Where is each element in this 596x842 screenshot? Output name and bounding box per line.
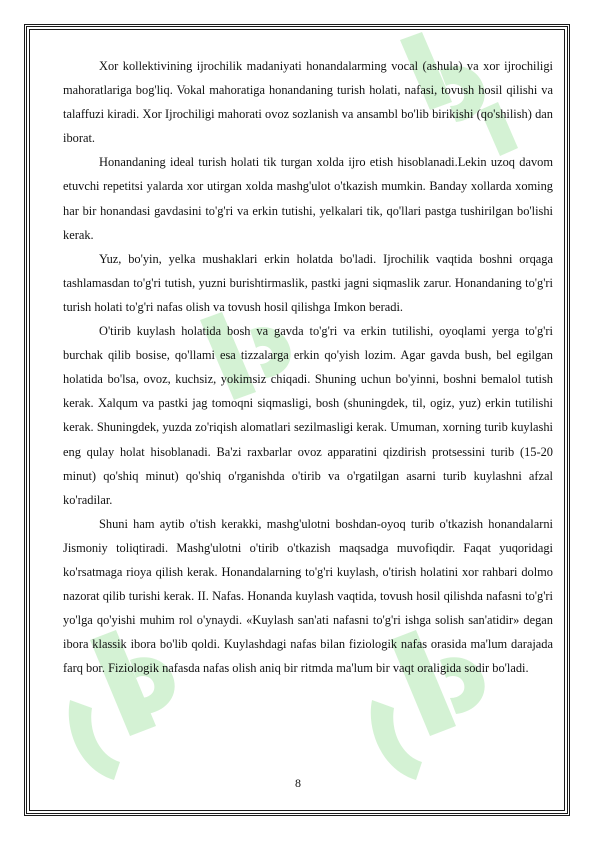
- paragraph-2: Honandaning ideal turish holati tik turgan xolda ijro etish hisoblanadi.Lekin uzoq davom etuvchi repetitsi yalarda xor utirgan xolda mashg'ulot o'tkazish mumkin. Banday xollarda xoming har bir honandasi gavdasini to'g'ri va erkin tutishi, yelkalari tik, qo'llari pastga tushirilgan bo'lishi kerak.: [63, 155, 553, 242]
- page-number: 8: [295, 776, 301, 790]
- paragraph-1: Xor kollektivining ijrochilik madaniyati honandalarming vocal (ashula) va xor ijrochiligi mahoratlariga bog'liq. Vokal mahoratiga honandaning turish holati, nafasi, tovush hosil qilishi va talaffuzi kiradi. Xor Ijrochiligi mahorati ovoz sozlanish va ansambl bo'lib birikishi (qo'shilish) dan iborat.: [63, 59, 553, 146]
- paragraph-3: Yuz, bo'yin, yelka mushaklari erkin holatda bo'ladi. Ijrochilik vaqtida boshni orqaga tashlamasdan to'g'ri tutish, yuzni burishtirmaslik, pastki jagni siqmaslik zarur. Honandaning to'g'ri turish holati to'g'ri nafas olish va tovush hosil qilishga Imkon beradi.: [63, 251, 553, 314]
- paragraph-5: Shuni ham aytib o'tish kerakki, mashg'ulotni boshdan-oyoq turib o'tkazish honandalarni Jismoniy toliqtiradi. Mashg'ulotni o'tirib o'tkazish maqsadga muvofiqdir. Faqat yuqoridagi ko'rsatmaga rioya qilish kerak. Honandalarning to'g'ri kuylash, o'tirish holatini xor rahbari dolmo nazorat qilib turishi kerak. II. Nafas. Honanda kuylash vaqtida, tovush hosil qilishda nafasni to'g'ri yo'lga qo'yishi muhim rol o'ynaydi. «Kuylash san'ati nafasni to'g'ri ishga solish san'atidir» degan ibora klassik ibora bo'lib qoldi. Kuylashdagi nafas bilan fiziologik nafas orasida ma'lum darajada farq bor. Fiziologik nafasda nafas olish aniq bir ritmda ma'lum bir vaqt oraligida sodir bo'ladi.: [63, 516, 553, 676]
- paragraph-4: O'tirib kuylash holatida bosh va gavda to'g'ri va erkin tutilishi, oyoqlami yerga to'g'ri burchak qilib bosise, qo'llami esa tizzalarga erkin qo'yish lozim. Agar gavda bush, bel egilgan holatida bo'lsa, ovoz, kuchsiz, yokimsiz chiqadi. Shuning uchun bo'yinni, boshni bemalol tutish kerak. Xalqum va pastki jag tomoqni siqmasligi, bosh (shuningdek, til, ogiz, yuz) erkin tutilishi kerak. Shuningdek, yuzda zo'riqish alomatlari sezilmasligi kerak. Umuman, xorning turib kuylashi eng qulay holat hisoblanadi. Ba'zi raxbarlar ovoz apparatini qizdirish protsessini turib (15-20 minut) qo'shiq minut) qo'shiq o'rganishda o'tirib va o'rgatilgan asarni turib kuylashni afzal ko'radilar.: [63, 324, 553, 507]
- document-body: [63, 54, 553, 680]
